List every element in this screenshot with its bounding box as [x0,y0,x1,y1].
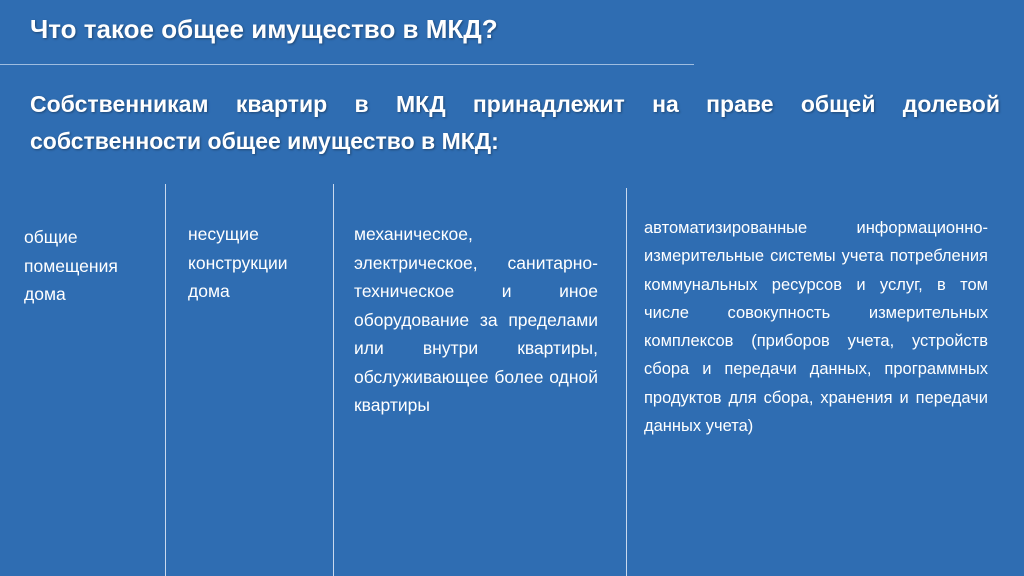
column-equipment: механическое, электрическое, санитарно-техническое и иное оборудование за пределами или внутри квартиры, обслуживающее более одной квартиры [354,224,598,415]
column-divider-3 [626,188,627,576]
column-metering-systems: автоматизированные информационно-измерительные системы учета потребления коммунальных ресурсов и услуг, в том числе совокупность измерительных комплексов (приборов учета, устройств сбора и передачи данных, программных продуктов для сбора, хранения и передачи данных учета) [644,219,988,436]
column-common-premises: общие помещения дома [24,227,118,304]
slide-title: Что такое общее имущество в МКД? [30,14,498,44]
lead-statement: Собственникам квартир в МКД принадлежит на праве общей долевой собственности общее имущество в МКД: [30,91,1000,154]
column-divider-2 [333,184,334,576]
column-divider-1 [165,184,166,576]
column-load-bearing-structures: несущие конструкции дома [188,224,288,301]
title-divider [0,64,694,65]
